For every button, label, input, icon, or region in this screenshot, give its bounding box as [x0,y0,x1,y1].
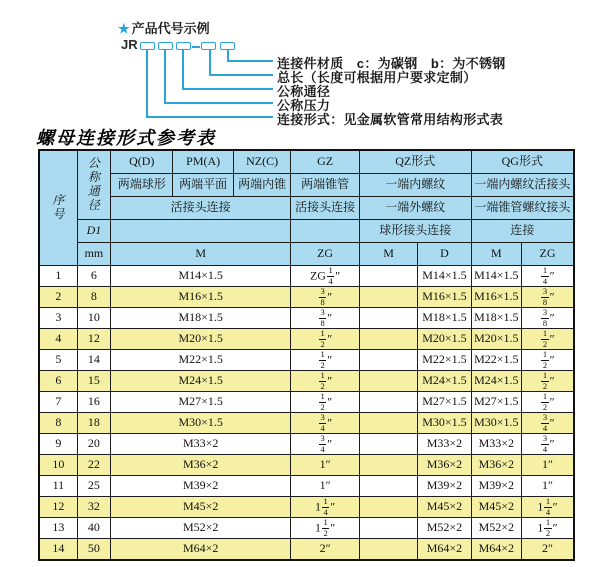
cell-qz-m [359,266,417,287]
cell-dn: 20 [77,434,110,455]
table-row [39,434,574,455]
connector-line-pressure [164,102,273,104]
table-row [39,266,574,287]
cell-gz-zg: 1″ [291,476,360,497]
label-nominal-diameter: 公称通径 [277,84,331,99]
product-code-prefix: JR [121,37,138,52]
cell-qg-zg: $\frac{1}{4}$ ″ [522,266,574,287]
cell-m: M22×1.5 [111,350,291,371]
cell-qg-m: M24×1.5 [471,371,521,392]
cell-m: M24×1.5 [111,371,291,392]
cell-qg-m: M33×2 [471,434,521,455]
cell-dn: 15 [77,371,110,392]
table-row [39,350,574,371]
cell-qg-zg: $\frac{1}{2}$ ″ [522,350,574,371]
cell-seq: 9 [39,434,77,455]
cell-seq: 13 [39,518,77,539]
cell-qz-d: M24×1.5 [418,371,471,392]
cell-seq: 10 [39,455,77,476]
cell-qz-m [359,392,417,413]
table-row [39,413,574,434]
cell-qz-m [359,476,417,497]
cell-dn: 18 [77,413,110,434]
cell-dn: 10 [77,308,110,329]
cell-m: M64×2 [111,539,291,561]
cell-dn: 40 [77,518,110,539]
header-col-qz: QZ形式 [359,150,471,174]
cell-qg-zg: $\frac{1}{2}$ ″ [522,329,574,350]
cell-qz-d: M36×2 [418,455,471,476]
cell-seq: 5 [39,350,77,371]
connector-line-material [227,60,273,62]
cell-qg-zg: 1 $\frac{1}{2}$ ″ [522,518,574,539]
cell-seq: 11 [39,476,77,497]
cell-dn: 22 [77,455,110,476]
header-col-pm: PM(A) [173,150,233,174]
header-qg-zg: ZG [522,243,574,266]
header-qz-desc2: 一端外螺纹 [359,197,471,220]
header-seq: 序 号 [39,150,77,266]
cell-qz-d: M22×1.5 [418,350,471,371]
cell-qz-m [359,413,417,434]
cell-dn: 32 [77,497,110,518]
connector-line-length [209,49,211,75]
product-code-heading-text: 产品代号示例 [131,21,210,36]
cell-m: M33×2 [111,434,291,455]
header-col-q: Q(D) [111,150,173,174]
cell-qg-zg: 1″ [522,455,574,476]
cell-seq: 8 [39,413,77,434]
header-mm: mm [77,243,110,266]
header-qz-connection: 球形接头连接 [359,220,471,243]
table-row [39,392,574,413]
label-connector-material: 连接件材质 c：为碳钢 b：为不锈钢 [277,56,506,71]
cell-seq: 7 [39,392,77,413]
header-empty-cell [291,220,360,243]
cell-qz-m [359,434,417,455]
cell-seq: 12 [39,497,77,518]
cell-gz-zg: 1 $\frac{1}{2}$ ″ [291,518,360,539]
cell-qz-d: M64×2 [418,539,471,561]
connector-line-form [146,49,148,117]
cell-qg-m: M36×2 [471,455,521,476]
header-nz-desc: 两端内锥 [233,174,290,197]
cell-gz-zg: $\frac{1}{2}$ ″ [291,392,360,413]
header-row-1 [39,150,574,174]
header-row-4 [39,220,574,243]
cell-m: M27×1.5 [111,392,291,413]
cell-qz-d: M14×1.5 [418,266,471,287]
header-col-qg: QG形式 [471,150,574,174]
header-m: M [111,243,291,266]
cell-dn: 16 [77,392,110,413]
cell-qg-zg: $\frac{1}{2}$ ″ [522,392,574,413]
table-row [39,371,574,392]
connector-line-length [209,74,273,76]
cell-gz-zg: $\frac{1}{2}$ ″ [291,371,360,392]
cell-dn: 14 [77,350,110,371]
cell-qg-zg: $\frac{3}{8}$ ″ [522,287,574,308]
table-row [39,518,574,539]
cell-qg-zg: $\frac{3}{4}$ ″ [522,434,574,455]
cell-qg-m: M52×2 [471,518,521,539]
header-gz-desc: 两端锥管 [291,174,360,197]
table-row [39,308,574,329]
cell-seq: 14 [39,539,77,561]
cell-gz-zg: $\frac{1}{2}$ ″ [291,350,360,371]
cell-m: M52×2 [111,518,291,539]
cell-dn: 12 [77,329,110,350]
cell-qz-d: M39×2 [418,476,471,497]
label-nominal-pressure: 公称压力 [277,98,331,113]
header-empty-cell [111,220,291,243]
cell-qg-m: M45×2 [471,497,521,518]
cell-qz-m [359,518,417,539]
table-row [39,329,574,350]
table-body [39,266,574,561]
cell-gz-zg: 2″ [291,539,360,561]
label-total-length: 总长（长度可根据用户要求定制） [277,70,477,85]
header-dn: 公 称 通 径 [77,150,110,220]
table-row [39,287,574,308]
cell-m: M20×1.5 [111,329,291,350]
cell-gz-zg: $\frac{3}{8}$ ″ [291,308,360,329]
header-qg-connection: 连接 [471,220,574,243]
cell-dn: 6 [77,266,110,287]
table-row [39,455,574,476]
connector-line-pressure [164,49,166,103]
table-row [39,539,574,561]
cell-gz-zg: 1″ [291,455,360,476]
cell-qg-zg: $\frac{3}{8}$ ″ [522,308,574,329]
code-dash [192,46,200,48]
cell-qz-d: M16×1.5 [418,287,471,308]
cell-seq: 3 [39,308,77,329]
cell-qg-zg: 1 $\frac{1}{4}$ ″ [522,497,574,518]
cell-qz-d: M52×2 [418,518,471,539]
cell-qz-m [359,287,417,308]
cell-gz-zg: $\frac{3}{8}$ ″ [291,287,360,308]
nut-connection-reference-table [38,149,575,561]
cell-qz-d: M27×1.5 [418,392,471,413]
cell-dn: 8 [77,287,110,308]
cell-qg-m: M18×1.5 [471,308,521,329]
cell-qz-d: M45×2 [418,497,471,518]
cell-gz-zg: ZG $\frac{1}{4}$ ″ [291,266,360,287]
cell-seq: 1 [39,266,77,287]
cell-qz-m [359,371,417,392]
cell-m: M39×2 [111,476,291,497]
connector-line-diameter [182,49,184,89]
cell-seq: 6 [39,371,77,392]
header-gz-connection: 活接头连接 [291,197,360,220]
cell-gz-zg: $\frac{3}{4}$ ″ [291,434,360,455]
cell-m: M14×1.5 [111,266,291,287]
header-zg: ZG [291,243,360,266]
cell-qg-m: M39×2 [471,476,521,497]
cell-qz-m [359,497,417,518]
cell-seq: 2 [39,287,77,308]
table-row [39,497,574,518]
header-pm-desc: 两端平面 [173,174,233,197]
cell-gz-zg: $\frac{1}{2}$ ″ [291,329,360,350]
cell-m: M30×1.5 [111,413,291,434]
cell-seq: 4 [39,329,77,350]
page-title: 螺母连接形式参考表 [36,128,216,149]
cell-qz-d: M30×1.5 [418,413,471,434]
table-row [39,476,574,497]
cell-dn: 25 [77,476,110,497]
cell-qg-zg: 1″ [522,476,574,497]
header-qz-desc1: 一端内螺纹 [359,174,471,197]
header-q-desc: 两端球形 [111,174,173,197]
header-qg-desc2: 一端锥管螺纹接头 [471,197,574,220]
cell-gz-zg: $\frac{3}{4}$ ″ [291,413,360,434]
connector-line-diameter [182,88,273,90]
cell-qg-m: M30×1.5 [471,413,521,434]
cell-qg-m: M14×1.5 [471,266,521,287]
header-row-2 [39,174,574,197]
connector-line-form [146,116,273,118]
header-union-connection: 活接头连接 [111,197,291,220]
cell-qz-m [359,455,417,476]
cell-qg-m: M64×2 [471,539,521,561]
header-col-gz: GZ [291,150,360,174]
cell-qg-m: M16×1.5 [471,287,521,308]
header-row-3 [39,197,574,220]
header-qz-d: D [418,243,471,266]
header-row-5 [39,243,574,266]
cell-qz-d: M20×1.5 [418,329,471,350]
cell-qg-zg: 2″ [522,539,574,561]
star-icon: ★ [118,21,130,36]
cell-m: M18×1.5 [111,308,291,329]
label-connection-form: 连接形式：见金属软管常用结构形式表 [277,112,504,127]
cell-m: M45×2 [111,497,291,518]
cell-qz-d: M18×1.5 [418,308,471,329]
cell-qg-zg: $\frac{1}{2}$ ″ [522,371,574,392]
cell-qz-m [359,539,417,561]
cell-qg-m: M20×1.5 [471,329,521,350]
cell-qz-m [359,308,417,329]
cell-qg-m: M22×1.5 [471,350,521,371]
product-code-heading [118,18,210,37]
header-qz-m: M [359,243,417,266]
cell-qz-d: M33×2 [418,434,471,455]
header-qg-desc1: 一端内螺纹活接头 [471,174,574,197]
cell-qz-m [359,329,417,350]
header-qg-m: M [471,243,521,266]
cell-qg-m: M27×1.5 [471,392,521,413]
cell-m: M36×2 [111,455,291,476]
cell-qz-m [359,350,417,371]
cell-gz-zg: 1 $\frac{1}{4}$ ″ [291,497,360,518]
header-col-nz: NZ(C) [233,150,290,174]
cell-qg-zg: $\frac{3}{4}$ ″ [522,413,574,434]
cell-m: M16×1.5 [111,287,291,308]
header-d1: D1 [77,220,110,243]
cell-dn: 50 [77,539,110,561]
